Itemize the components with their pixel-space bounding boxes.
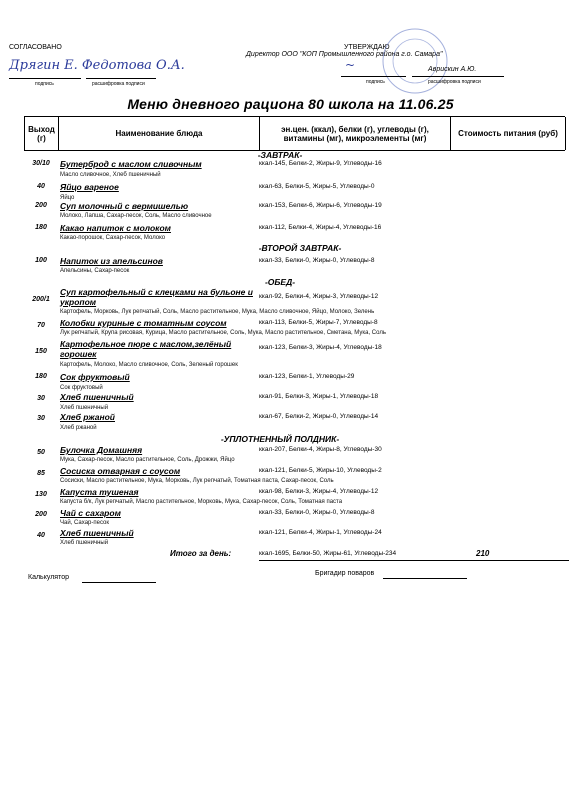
item-nutrition: ккал-33, Белки-0, Жиры-0, Углеводы-8 [259,257,375,264]
item-output: 40 [37,532,45,539]
item-ingredients: Какао-порошок, Сахар-песок, Молоко [60,235,166,241]
calc-label: Калькулятор [28,574,69,581]
item-name: Хлеб пшеничный [60,392,134,402]
item-ingredients: Картофель, Молоко, Масло сливочное, Соль, Зеленый горошек [60,362,238,368]
signature-left: Дрягин Е. Федотова О.А. [9,58,185,73]
total-nutrition: ккал-1695, Белки-50, Жиры-61, Углеводы-234 [259,550,397,557]
item-nutrition: ккал-92, Белки-4, Жиры-3, Углеводы-12 [259,293,379,300]
item-nutrition: ккал-67, Белки-2, Жиры-0, Углеводы-14 [259,413,379,420]
item-ingredients: Лук репчатый, Крупа рисовая, Курица, Масло растительное, Соль, Мука, Масло растительное, Сметана, Мука, Соль [60,330,386,336]
item-output: 200/1 [32,296,50,303]
item-nutrition: ккал-123, Белки-3, Жиры-4, Углеводы-18 [259,344,382,351]
item-nutrition: ккал-113, Белки-5, Жиры-7, Углеводы-8 [259,319,378,326]
menu-table-header [24,116,565,151]
col-output-header: Выход (г) [24,117,58,150]
item-output: 130 [35,491,47,498]
sign-right-name: Аврискин А.Ю. [428,66,477,73]
item-name: Картофельное пюре с маслом,зелёный горошек [60,339,232,359]
item-ingredients: Апельсины, Сахар-песок [60,268,130,274]
item-nutrition: ккал-123, Белки-1, Углеводы-29 [259,373,355,380]
page-title: Меню дневного рациона 80 школа на 11.06.25 [127,96,454,112]
item-output: 180 [35,224,47,231]
total-price: 210 [476,549,490,558]
item-name: Капуста тушеная [60,487,139,497]
col-name-header: Наименование блюда [58,117,259,150]
item-ingredients: Сосиски, Масло растительное, Мука, Морковь, Лук репчатый, Томатная паста, Сахар-песок, Соль [60,478,334,484]
item-nutrition: ккал-153, Белки-6, Жиры-6, Углеводы-19 [259,202,382,209]
item-ingredients: Чай, Сахар-песок [60,520,109,526]
item-ingredients: Молоко, Лапша, Сахар-песок, Соль, Масло сливочное [60,213,212,219]
director-line: Директор ООО "КОП Промышленного района г.о. Самара" [246,51,443,58]
item-ingredients: Хлеб пшеничный [60,540,109,546]
item-name: Яйцо вареное [60,182,119,192]
section-breakfast: -ЗАВТРАК- [257,150,303,160]
item-output: 180 [35,373,47,380]
section-lunch: -ОБЕД- [264,277,296,287]
item-output: 30 [37,415,45,422]
item-name: Суп молочный с вермишелью [60,201,189,211]
col-nutr-header: эн.цен. (ккал), белки (г), углеводы (г), витамины (мг), микроэлементы (мг) [259,117,450,150]
item-name: Колобки куриные с томатным соусом [60,318,227,328]
signature-right-mark: ~ [345,58,356,72]
item-ingredients: Картофель, Морковь, Лук репчатый, Соль, Масло растительное, Мука, Масло сливочное, Яйцо, Молоко, Зелень [60,309,375,315]
item-ingredients: Масло сливочное, Хлеб пшеничный [60,172,161,178]
item-ingredients: Мука, Сахар-песок, Масло растительное, Соль, Дрожжи, Яйцо [60,457,235,463]
item-ingredients: Яйцо [60,195,75,201]
item-output: 200 [35,202,47,209]
item-name: Бутерброд с маслом сливочным [60,159,202,169]
item-output: 50 [37,449,45,456]
item-output: 70 [37,322,45,329]
item-nutrition: ккал-145, Белки-2, Жиры-9, Углеводы-16 [259,160,382,167]
item-ingredients: Хлеб ржаной [60,425,97,431]
item-output: 150 [35,348,47,355]
item-output: 100 [35,257,47,264]
sign-left-caption-1: подпись [35,81,54,87]
item-ingredients: Хлеб пшеничный [60,405,109,411]
approved-label: УТВЕРЖДАЮ [344,44,390,51]
section-second-breakfast: -ВТОРОЙ ЗАВТРАК- [258,243,342,253]
sign-right-caption-1: подпись [366,79,385,85]
item-ingredients: Капуста б/к, Лук репчатый, Масло растительное, Морковь, Мука, Сахар-песок, Соль, Томатная паста [60,499,343,505]
item-name: Хлеб пшеничный [60,528,134,538]
item-name: Булочка Домашняя [60,445,143,455]
item-name: Суп картофельный с клецками на бульоне и укропом [60,287,253,307]
item-nutrition: ккал-98, Белки-3, Жиры-4, Углеводы-12 [259,488,379,495]
stamp-icon [380,26,450,96]
item-name: Хлеб ржаной [60,412,115,422]
agreed-label: СОГЛАСОВАНО [9,44,62,51]
item-nutrition: ккал-63, Белки-5, Жиры-5, Углеводы-0 [259,183,375,190]
item-name: Напиток из апельсинов [60,256,163,266]
item-output: 85 [37,470,45,477]
item-output: 30/10 [32,160,50,167]
item-output: 40 [37,183,45,190]
item-name: Сок фруктовый [60,372,130,382]
item-nutrition: ккал-207, Белки-4, Жиры-8, Углеводы-30 [259,446,382,453]
item-nutrition: ккал-33, Белки-0, Жиры-0, Углеводы-8 [259,509,375,516]
section-snack: -УПЛОТНЕННЫЙ ПОЛДНИК- [220,434,340,444]
item-output: 30 [37,395,45,402]
item-output: 200 [35,511,47,518]
item-ingredients: Сок фруктовый [60,385,103,391]
item-name: Чай с сахаром [60,508,121,518]
sign-right-caption-2: расшифровка подписи [428,79,481,85]
item-nutrition: ккал-112, Белки-4, Жиры-4, Углеводы-16 [259,224,382,231]
item-nutrition: ккал-121, Белки-5, Жиры-10, Углеводы-2 [259,467,382,474]
item-name: Какао напиток с молоком [60,223,171,233]
col-price-header: Стоимость питания (руб) [450,117,566,150]
item-nutrition: ккал-91, Белки-3, Жиры-1, Углеводы-18 [259,393,379,400]
item-name: Сосиска отварная с соусом [60,466,181,476]
brigade-label: Бригадир поваров [315,570,375,577]
total-label: Итого за день: [170,549,232,558]
sign-left-caption-2: расшифровка подписи [92,81,145,87]
item-nutrition: ккал-121, Белки-4, Жиры-1, Углеводы-24 [259,529,382,536]
